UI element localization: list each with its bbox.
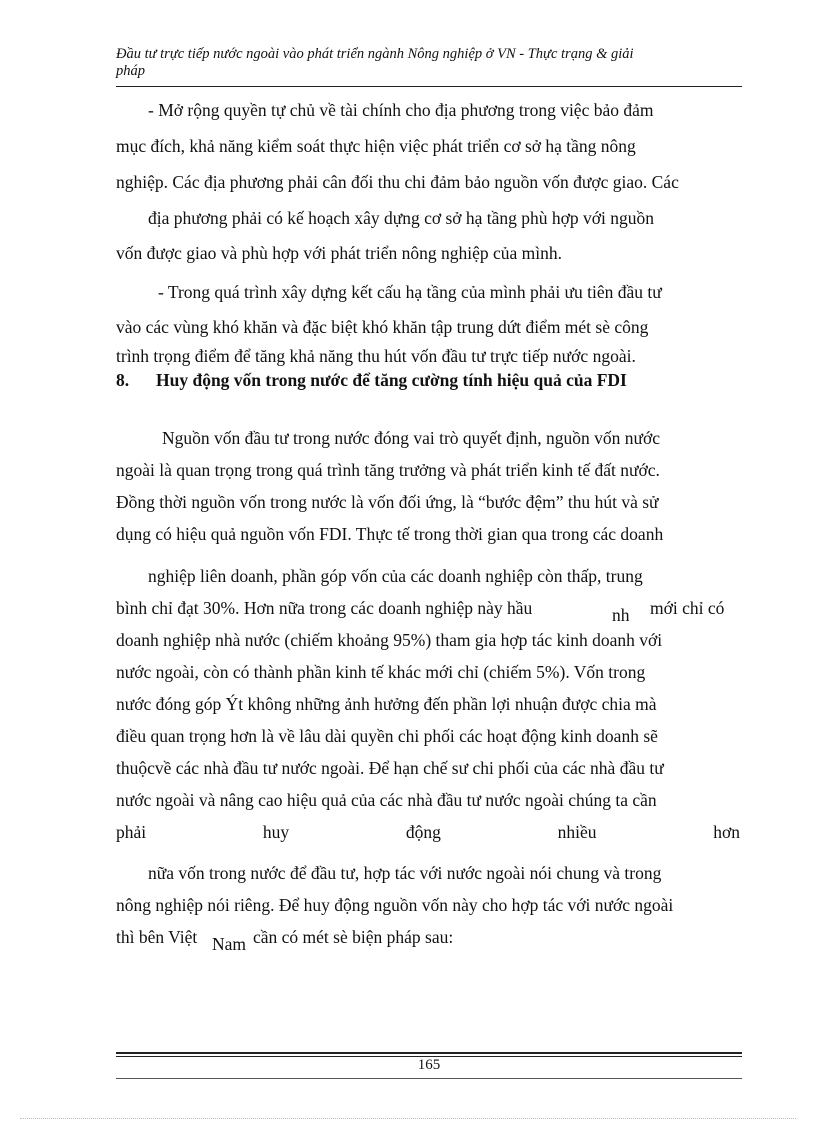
text-line: - Mở rộng quyền tự chủ về tài chính cho địa phương trong việc bảo đảm <box>148 100 654 120</box>
text-line: điều quan trọng hơn là về lâu dài quyền chi phối các hoạt động kinh doanh sẽ <box>116 726 658 746</box>
header-line-2: pháp <box>116 63 145 79</box>
section-number: 8. <box>116 370 130 390</box>
word: hơn <box>713 822 740 842</box>
running-header <box>116 46 742 80</box>
text-line: nước đóng góp Ýt không những ảnh hưởng đến phần lợi nhuận được chia mà <box>116 694 657 714</box>
header-rule <box>116 86 742 87</box>
text-line: vào các vùng khó khăn và đặc biệt khó khăn tập trung dứt điểm mét sè công <box>116 317 649 337</box>
text-line: Đồng thời nguồn vốn trong nước là vốn đối ứng, là “bước đệm” thu hút và sử <box>116 492 659 512</box>
footer-rule <box>116 1078 742 1079</box>
text-line: nước ngoài và nâng cao hiệu quả của các nhà đầu tư nước ngoài chúng ta cần <box>116 790 657 810</box>
text-line: doanh nghiệp nhà nước (chiếm khoảng 95%) tham gia hợp tác kinh doanh với <box>116 630 663 650</box>
text-line: cần có mét sè biện pháp sau: <box>253 927 454 947</box>
text-line: dụng có hiệu quả nguồn vốn FDI. Thực tế trong thời gian qua trong các doanh <box>116 524 664 544</box>
text-line: Nguồn vốn đầu tư trong nước đóng vai trò quyết định, nguồn vốn nước <box>162 428 661 448</box>
text-fragment: Nam <box>212 934 247 954</box>
text-line: nông nghiệp nói riêng. Để huy động nguồn vốn này cho hợp tác với nước ngoài <box>116 895 674 915</box>
text-line: thì bên Việt <box>116 927 198 947</box>
page-number: 165 <box>417 1057 441 1073</box>
text-line: địa phương phải có kế hoạch xây dựng cơ sở hạ tầng phù hợp với nguồn <box>148 208 655 228</box>
text-line: thuộcvề các nhà đầu tư nước ngoài. Để hạn chế sư chi phối của các nhà đầu tư <box>116 758 664 778</box>
word: phải <box>116 822 147 842</box>
text-line: trình trọng điểm để tăng khả năng thu hút vốn đầu tư trực tiếp nước ngoài. <box>116 346 636 366</box>
page-edge-divider <box>20 1118 796 1119</box>
word: nhiều <box>557 822 597 842</box>
text-fragment: nh <box>612 605 630 625</box>
footer-rule <box>116 1052 742 1054</box>
text-line: bình chỉ đạt 30%. Hơn nữa trong các doanh nghiệp này hầu <box>116 598 533 618</box>
text-line: mới chỉ có <box>650 598 725 618</box>
header-line-1: Đầu tư trực tiếp nước ngoài vào phát triển ngành Nông nghiệp ở VN - Thực trạng & giải <box>116 46 634 62</box>
text-line: vốn được giao và phù hợp với phát triển nông nghiệp của mình. <box>116 243 562 263</box>
text-line: nước ngoài, còn có thành phần kinh tế khác mới chỉ (chiếm 5%). Vốn trong <box>116 662 646 682</box>
word: động <box>405 822 441 842</box>
text-line: - Trong quá trình xây dựng kết cấu hạ tầng của mình phải ưu tiên đầu tư <box>158 282 662 302</box>
text-line: mục đích, khả năng kiểm soát thực hiện việc phát triển cơ sở hạ tầng nông <box>116 136 636 156</box>
text-line: nghiệp liên doanh, phần góp vốn của các doanh nghiệp còn thấp, trung <box>148 566 643 586</box>
text-line: nghiệp. Các địa phương phải cân đối thu chi đảm bảo nguồn vốn được giao. Các <box>116 172 679 192</box>
text-line: nữa vốn trong nước để đầu tư, hợp tác với nước ngoài nói chung và trong <box>148 863 662 883</box>
section-title: Huy động vốn trong nước để tăng cường tính hiệu quả của FDI <box>156 370 627 390</box>
spread-line <box>116 821 740 843</box>
text-line: ngoài là quan trọng trong quá trình tăng trưởng và phát triển kinh tế đất nước. <box>116 460 660 480</box>
word: huy <box>262 822 290 842</box>
